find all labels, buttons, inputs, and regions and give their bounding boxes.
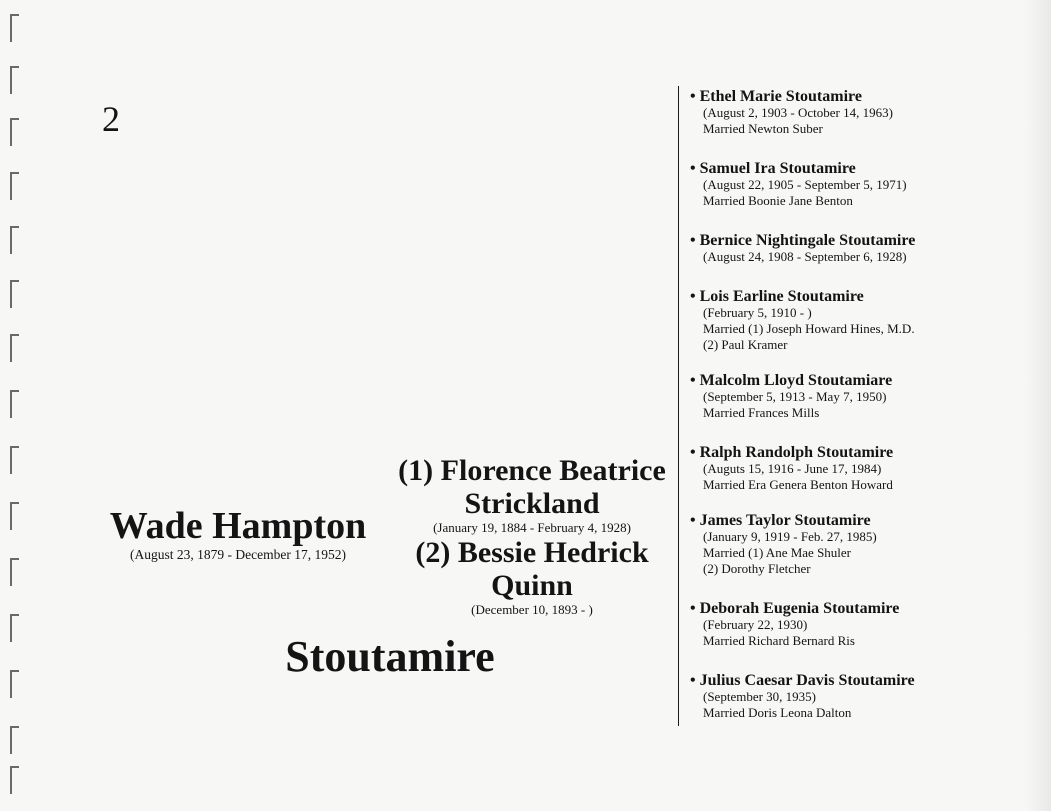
child-name: • Samuel Ira Stoutamire [690,160,1030,177]
child-dates: (February 22, 1930) [703,617,808,632]
child-spouse-2: (2) Paul Kramer [703,337,788,352]
child-spouse: Married (1) Ane Mae Shuler [703,545,852,560]
list-item [690,372,1030,421]
family-surname: Stoutamire [285,632,495,681]
binding-rings [10,14,24,804]
child-spouse: Married Doris Leona Dalton [703,705,852,720]
child-name: • Lois Earline Stoutamire [690,288,1030,305]
child-name: • Deborah Eugenia Stoutamire [690,600,1030,617]
child-spouse: Married (1) Joseph Howard Hines, M.D. [703,321,915,336]
list-item [690,88,1030,137]
father-dates: (August 23, 1879 - December 17, 1952) [130,547,346,562]
mother-name-2: (2) Bessie Hedrick Quinn [415,536,649,602]
page-number: 2 [102,99,120,139]
mother-name-1: (1) Florence Beatrice Strickland [398,454,666,520]
list-item [690,232,1030,265]
child-dates: (Auguts 15, 1916 - June 17, 1984) [703,461,882,476]
child-name: • Malcolm Lloyd Stoutamiare [690,372,1030,389]
child-dates: (August 2, 1903 - October 14, 1963) [703,105,893,120]
child-dates: (January 9, 1919 - Feb. 27, 1985) [703,529,877,544]
child-name: • James Taylor Stoutamire [690,512,1030,529]
child-dates: (September 30, 1935) [703,689,817,704]
list-item [690,444,1030,493]
child-dates: (August 22, 1905 - September 5, 1971) [703,177,907,192]
child-name: • Bernice Nightingale Stoutamire [690,232,1030,249]
list-item [690,288,1030,353]
child-name: • Julius Caesar Davis Stoutamire [690,672,1030,689]
child-spouse: Married Era Genera Benton Howard [703,477,893,492]
child-spouse: Married Frances Mills [703,405,820,420]
child-dates: (February 5, 1910 - ) [703,305,812,320]
column-divider [678,86,679,726]
child-spouse-2: (2) Dorothy Fletcher [703,561,811,576]
list-item [690,600,1030,649]
child-name: • Ethel Marie Stoutamire [690,88,1030,105]
child-dates: (September 5, 1913 - May 7, 1950) [703,389,887,404]
father-name: Wade Hampton [109,505,367,547]
child-spouse: Married Newton Suber [703,121,823,136]
child-spouse: Married Boonie Jane Benton [703,193,853,208]
list-item [690,160,1030,209]
list-item [690,512,1030,577]
child-dates: (August 24, 1908 - September 6, 1928) [703,249,907,264]
mother-dates-1: (January 19, 1884 - February 4, 1928) [433,520,631,535]
list-item [690,672,1030,721]
child-name: • Ralph Randolph Stoutamire [690,444,1030,461]
child-spouse: Married Richard Bernard Ris [703,633,855,648]
mother-dates-2: (December 10, 1893 - ) [471,602,593,617]
